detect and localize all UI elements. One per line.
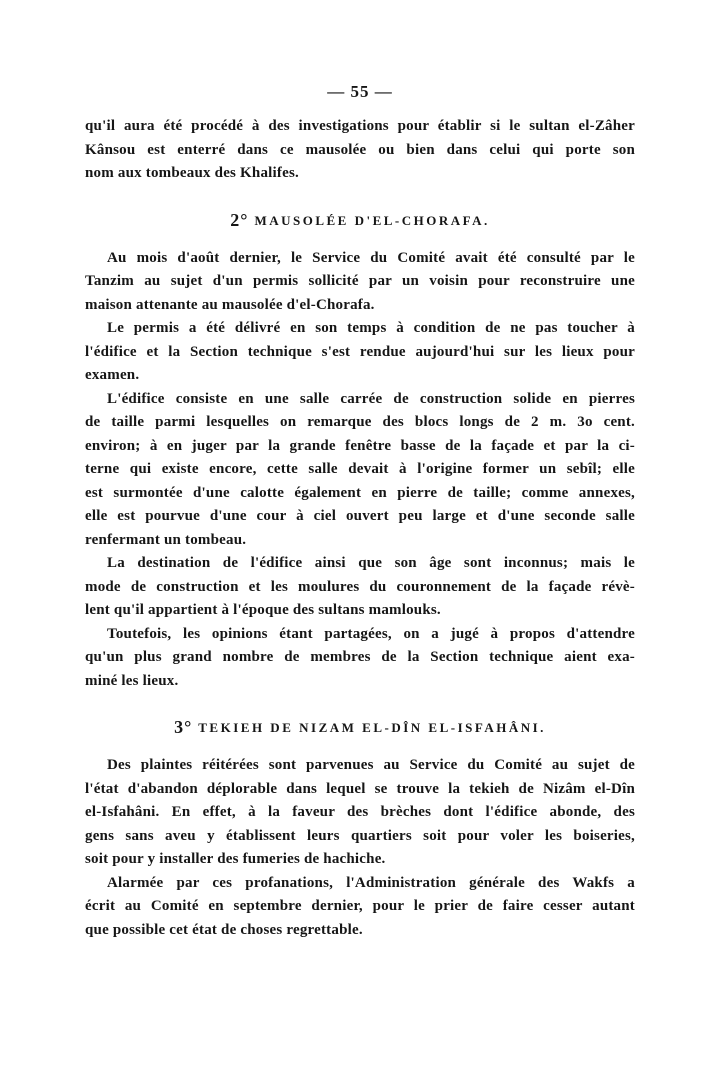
text-line: Au mois d'août dernier, le Service du Comité avait été consulté par le: [107, 249, 635, 266]
section-heading: [85, 210, 635, 231]
text-line: el-Isfahâni. En effet, à la faveur des brèches dont l'édifice abonde, des: [85, 804, 635, 820]
text-line: qu'il aura été procédé à des investigations pour établir si le sultan el-Zâher: [85, 118, 635, 134]
paragraph: [85, 115, 635, 186]
text-line: maison attenante au mausolée d'el-Chorafa.: [85, 296, 375, 313]
text-line: renfermant un tombeau.: [85, 531, 247, 548]
text-line: examen.: [85, 367, 140, 383]
text-line: miné les lieux.: [85, 672, 179, 689]
heading-title: TEKIEH DE NIZAM EL-DÎN EL-ISFAHÂNI.: [198, 720, 546, 735]
text-line: lent qu'il appartient à l'époque des sultans mamlouks.: [85, 602, 441, 618]
paragraph: [85, 388, 635, 553]
paragraph: [85, 552, 635, 623]
text-line: nom aux tombeaux des Khalifes.: [85, 165, 299, 181]
text-line: l'édifice et la Section technique s'est rendue aujourd'hui sur les lieux pour: [85, 343, 635, 360]
text-line: La destination de l'édifice ainsi que son âge sont inconnus; mais le: [107, 555, 635, 571]
text-line: environ; à en juger par la grande fenêtre basse de la façade et par la ci-: [85, 437, 635, 454]
paragraph: [85, 247, 635, 318]
page-body: [85, 115, 635, 942]
text-line: mode de construction et les moulures du couronnement de la façade révè-: [85, 578, 635, 595]
text-line: gens sans aveu y établissent leurs quartiers soit pour voler les boiseries,: [85, 827, 635, 844]
text-line: Tanzim au sujet d'un permis sollicité par un voisin pour reconstruire une: [85, 273, 635, 289]
text-line: l'état d'abandon déplorable dans lequel se trouve la tekieh de Nizâm el-Dîn: [85, 780, 635, 797]
text-line: Des plaintes réitérées sont parvenues au Service du Comité au sujet de: [107, 757, 635, 773]
heading-ordinal: 3°: [174, 717, 193, 737]
paragraph: [85, 754, 635, 872]
text-line: elle est pourvue d'une cour à ciel ouvert peu large et d'une seconde salle: [85, 508, 635, 524]
heading-title: MAUSOLÉE D'EL-CHORAFA.: [254, 212, 490, 228]
text-line: L'édifice consiste en une salle carrée de construction solide en pierres: [107, 390, 635, 407]
text-line: qu'un plus grand nombre de membres de la Section technique aient exa-: [85, 649, 635, 665]
text-line: soit pour y installer des fumeries de hachiche.: [85, 851, 386, 867]
page-number: — 55 —: [327, 82, 393, 101]
section-heading: [85, 717, 635, 738]
text-line: Le permis a été délivré en son temps à condition de ne pas toucher à: [107, 320, 635, 336]
text-line: Alarmée par ces profanations, l'Administration générale des Wakfs a: [107, 874, 635, 891]
paragraph: [85, 872, 635, 943]
heading-ordinal: 2°: [230, 209, 249, 230]
text-line: Toutefois, les opinions étant partagées, on a jugé à propos d'attendre: [107, 625, 635, 642]
paragraph: [85, 623, 635, 694]
text-line: terne qui existe encore, cette salle devait à l'origine former un sebîl; elle: [85, 461, 635, 477]
text-line: Kânsou est enterré dans ce mausolée ou bien dans celui qui porte son: [85, 141, 635, 158]
paragraph: [85, 317, 635, 388]
text-line: est surmontée d'une calotte également en pierre de taille; comme annexes,: [85, 484, 635, 501]
text-line: que possible cet état de choses regrettable.: [85, 921, 363, 938]
text-line: écrit au Comité en septembre dernier, pour le prier de faire cesser autant: [85, 898, 635, 914]
text-line: de taille parmi lesquelles on remarque des blocs longs de 2 m. 3o cent.: [85, 414, 635, 430]
